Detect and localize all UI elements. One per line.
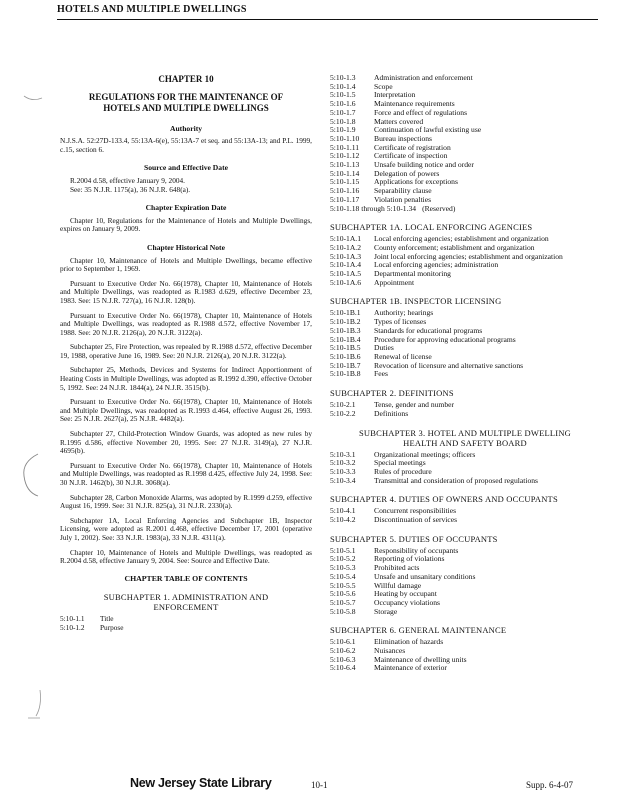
history-paragraph: Subchapter 25, Methods, Devices and Systems for Indirect Apportionment of Heating Costs in Multiple Dwellings, was adopted as R.1992 d.390, effective October 5, 1992. See: 24 N.J.R. 1844(a), 24 N.J.R. 3515(b). [60, 365, 312, 392]
section-number: 5:10-1.10 [330, 133, 360, 143]
section-number: 5:10-1.13 [330, 160, 360, 170]
section-title: Delegation of powers [374, 168, 440, 178]
section-title: Willful damage [374, 580, 422, 590]
section-title: Renewal of license [374, 351, 432, 361]
toc-entry [330, 109, 600, 118]
toc-entry [330, 547, 600, 556]
subchapter-heading: SUBCHAPTER 1B. INSPECTOR LICENSING [330, 296, 502, 307]
section-title: Transmittal and consideration of proposed regulations [374, 475, 539, 485]
subchapter-heading: SUBCHAPTER 1A. LOCAL ENFORCING AGENCIES [330, 222, 533, 233]
toc-list [60, 615, 312, 632]
section-title: County enforcement; establishment and organization [374, 242, 535, 252]
toc-entry [330, 336, 600, 345]
section-number: 5:10-1.4 [330, 81, 356, 91]
section-number: 5:10-3.2 [330, 458, 356, 468]
chapter-title-line: HOTELS AND MULTIPLE DWELLINGS [103, 102, 269, 113]
section-number: 5:10-6.4 [330, 663, 356, 673]
history-paragraph: Subchapter 25, Fire Protection, was repealed by R.1988 d.572, effective December 19, 1988, operative June 16, 1989. See: 20 N.J.R. 2126(a), 20 N.J.R. 3122(a). [60, 342, 313, 360]
toc-entry [330, 261, 600, 270]
toc-entry [330, 126, 600, 135]
chapter-title-line: REGULATIONS FOR THE MAINTENANCE OF [88, 91, 284, 102]
section-number: 5:10-1.17 [330, 194, 360, 204]
toc-entry [330, 410, 600, 419]
section-title: Fees [374, 369, 388, 379]
section-number: 5:10-3.3 [330, 466, 356, 476]
section-number: 5:10-6.2 [330, 646, 356, 656]
toc-entry [330, 664, 600, 673]
section-title: Duties [374, 343, 394, 353]
toc-entry [330, 205, 600, 214]
toc-entry [330, 555, 600, 564]
section-number: 5:10-5.8 [330, 606, 356, 616]
toc-entry [330, 477, 600, 486]
toc-entry [330, 362, 600, 371]
section-title: Administration and enforcement [374, 73, 473, 82]
section-title: Nuisances [374, 646, 406, 656]
section-title: Unsafe and unsanitary conditions [374, 571, 476, 581]
section-number: 5:10-4.2 [330, 515, 356, 525]
toc-entry [330, 187, 600, 196]
section-number: 5:10-1.3 [330, 73, 356, 82]
section-number: 5:10-1.8 [330, 116, 356, 126]
section-number: 5:10-1B.6 [330, 351, 361, 361]
section-number: 5:10-6.1 [330, 637, 356, 647]
toc-entry [330, 608, 600, 617]
section-title: Purpose [100, 622, 124, 632]
toc-entry [330, 170, 600, 179]
section-number: 5:10-1B.5 [330, 343, 361, 353]
toc-entry [330, 516, 600, 525]
toc-entry [330, 279, 600, 288]
section-number: 5:10-2.2 [330, 408, 356, 418]
margin-mark-bottom [24, 688, 46, 722]
toc-entry [330, 309, 600, 318]
section-title: Elimination of hazards [374, 637, 444, 647]
section-title: Departmental monitoring [374, 269, 451, 279]
section-number: 5:10-1B.1 [330, 308, 361, 318]
section-title: Standards for educational programs [374, 325, 483, 335]
section-title: Bureau inspections [374, 133, 432, 143]
section-title: Maintenance of dwelling units [374, 654, 467, 664]
page-number: 10-1 [311, 780, 328, 790]
section-title: Responsibility of occupants [374, 545, 459, 555]
section-number: 5:10-1B.7 [330, 360, 361, 370]
section-title: Prohibited acts [374, 563, 420, 573]
section-title: Rules of procedure [374, 466, 432, 476]
section-title: Organizational meetings; officers [374, 449, 476, 459]
section-number: 5:10-1.11 [330, 142, 360, 152]
margin-mark-top [22, 88, 46, 106]
toc-entry [330, 599, 600, 608]
history-paragraph: Subchapter 27, Child-Protection Window Guards, was adopted as new rules by R.1995 d.586, effective November 20, 1995. See: 27 N.J.R. 3149(a), 27 N.J.R. 4695(b). [60, 429, 312, 456]
section-title: Maintenance of exterior [374, 663, 447, 673]
section-title: Authority; hearings [374, 308, 434, 318]
toc-entry [330, 573, 600, 582]
history-paragraph: Pursuant to Executive Order No. 66(1978), Chapter 10, Maintenance of Hotels and Multiple Dwellings, was readopted as R.1998 d.425, effective July 24, 1998. See: 30 N.J.R. 1462(b), 30 N.J.R. 3068(a). [60, 460, 312, 487]
toc-entry [330, 638, 600, 647]
chapter-number: CHAPTER 10 [158, 74, 214, 84]
section-number: 5:10-1A.4 [330, 260, 362, 270]
section-title: Reporting of violations [374, 554, 445, 564]
section-number: 5:10-1.16 [330, 186, 360, 196]
toc-entry [330, 344, 600, 353]
history-paragraph: Subchapter 28, Carbon Monoxide Alarms, was adopted by R.1999 d.259, effective August 16, 1999. See: 31 N.J.R. 825(a), 31 N.J.R. 2330(a). [60, 492, 312, 511]
section-title: (Reserved) [422, 203, 456, 213]
toc-title: CHAPTER TABLE OF CONTENTS [124, 573, 248, 583]
left-column [60, 75, 312, 633]
history-paragraph: Chapter 10, Maintenance of Hotels and Multiple Dwellings, became effective prior to September 1, 1969. [60, 255, 312, 274]
section-title: Certificate of inspection [374, 151, 448, 161]
toc-entry [330, 74, 600, 83]
section-title: Maintenance requirements [374, 99, 455, 109]
history-paragraph: Chapter 10, Maintenance of Hotels and Multiple Dwellings, was readopted as R.2004 d.58, effective January 9, 2004. See: Source and Effective Date. [60, 547, 312, 566]
subchapter-heading: SUBCHAPTER 5. DUTIES OF OCCUPANTS [330, 533, 498, 544]
section-title: Definitions [374, 408, 409, 418]
section-number: 5:10-3.1 [330, 449, 356, 459]
toc-entry [330, 590, 600, 599]
section-number: 5:10-1B.3 [330, 325, 361, 335]
section-number: 5:10-3.4 [330, 475, 356, 485]
subchapter-heading: SUBCHAPTER 4. DUTIES OF OWNERS AND OCCUPANTS [330, 494, 558, 505]
history-paragraph: Pursuant to Executive Order No. 66(1978), Chapter 10, Maintenance of Hotels and Multiple Dwellings, was readopted as R.1983 d.629, effective December 23, 1983. See: 15 N.J.R. 727(a), 16 N.J.R. 128(b). [60, 278, 312, 305]
section-title: Tense, gender and number [374, 400, 455, 410]
section-number: 5:10-5.4 [330, 571, 356, 581]
section-number: 5:10-1A.1 [330, 234, 362, 244]
toc-entry [330, 656, 600, 665]
running-head: HOTELS AND MULTIPLE DWELLINGS [57, 4, 247, 15]
section-number: 5:10-5.2 [330, 554, 356, 564]
section-title: Local enforcing agencies; establishment and organization [374, 234, 549, 244]
history-heading: Chapter Historical Note [147, 242, 225, 252]
source-line: R.2004 d.58, effective January 9, 2004. [70, 175, 185, 185]
section-number: 5:10-1A.5 [330, 269, 362, 279]
section-title: Concurrent responsibilities [374, 506, 457, 516]
subchapter-heading: SUBCHAPTER 6. GENERAL MAINTENANCE [330, 625, 507, 636]
toc-entry [330, 401, 600, 410]
subchapter-heading: SUBCHAPTER 2. DEFINITIONS [330, 388, 454, 399]
section-title: Occupancy violations [374, 597, 441, 607]
toc-entry [330, 459, 600, 468]
history-paragraph: Subchapter 1A, Local Enforcing Agencies and Subchapter 1B, Inspector Licensing, were adopted as R.2001 d.468, effective December 17, 2001 (operative July 1, 2002). See: 33 N.J.R. 1983(a), 33 N.J.R. 4311(a). [60, 515, 312, 542]
history-notes [60, 257, 312, 566]
section-title: Certificate of registration [374, 142, 451, 152]
section-number: 5:10-1B.2 [330, 317, 361, 327]
header-rule [57, 19, 598, 20]
toc-entry [60, 615, 312, 624]
expiration-text: Chapter 10, Regulations for the Maintenance of Hotels and Multiple Dwellings, expires on January 9, 2009. [60, 215, 312, 234]
section-number: 5:10-4.1 [330, 506, 356, 516]
section-title: Special meetings [374, 458, 426, 468]
source-line: See: 35 N.J.R. 1175(a), 36 N.J.R. 648(a). [70, 184, 191, 194]
section-number: 5:10-1A.2 [330, 242, 362, 252]
section-number: 5:10-1.5 [330, 90, 356, 100]
section-number: 5:10-1.14 [330, 168, 360, 178]
section-title: Unsafe building notice and order [374, 160, 474, 170]
section-number: 5:10-1A.3 [330, 251, 362, 261]
section-number: 5:10-1B.8 [330, 369, 361, 379]
section-number: 5:10-5.5 [330, 580, 356, 590]
toc-entry [330, 91, 600, 100]
section-title: Procedure for approving educational programs [374, 334, 516, 344]
section-title: Local enforcing agencies; administration [374, 260, 499, 270]
toc-entry [330, 135, 600, 144]
section-title: Separability clause [374, 186, 432, 196]
subchapter-heading: SUBCHAPTER 3. HOTEL AND MULTIPLE DWELLING HEALTH AND SAFETY BOARD [358, 427, 572, 448]
section-number: 5:10-1.7 [330, 107, 356, 117]
section-number: 5:10-5.3 [330, 563, 356, 573]
right-column [330, 74, 600, 673]
section-number: 5:10-1B.4 [330, 334, 361, 344]
section-number: 5:10-5.6 [330, 589, 356, 599]
section-number: 5:10-1.9 [330, 125, 356, 135]
toc-entry [60, 624, 312, 633]
section-title: Joint local enforcing agencies; establishment and organization [374, 251, 563, 261]
supplement-date: Supp. 6-4-07 [526, 780, 573, 790]
source-heading: Source and Effective Date [143, 163, 228, 173]
section-title: Appointment [374, 277, 415, 287]
section-number: 5:10-5.1 [330, 545, 356, 555]
section-title: Discontinuation of services [374, 515, 458, 525]
section-title: Title [100, 614, 114, 624]
section-number: 5:10-1.15 [330, 177, 360, 187]
library-stamp: New Jersey State Library [130, 776, 272, 790]
toc-entry [330, 270, 600, 279]
authority-text: N.J.S.A. 52:27D-133.4, 55:13A-6(e), 55:13A-7 et seq. and 55:13A-13; and P.L. 1999, c.15, section 6. [60, 136, 312, 154]
toc-entry [330, 144, 600, 153]
toc-entry [330, 582, 600, 591]
toc-entry [330, 507, 600, 516]
section-title: Force and effect of regulations [374, 107, 468, 117]
section-title: Revocation of licensure and alternative sanctions [374, 360, 524, 370]
toc-entry [330, 83, 600, 92]
history-paragraph: Pursuant to Executive Order No. 66(1978), Chapter 10, Maintenance of Hotels and Multiple Dwellings, was readopted as R.1988 d.572, effective November 17, 1988. See: 20 N.J.R. 2126(a), 20 N.J.R. 3122(a). [60, 310, 312, 337]
section-number: 5:10-5.7 [330, 597, 356, 607]
toc-entry [330, 161, 600, 170]
section-title: Continuation of lawful existing use [374, 125, 482, 135]
section-number: 5:10-1.1 [60, 614, 85, 624]
section-number: 5:10-1.12 [330, 151, 360, 161]
section-number: 5:10-6.3 [330, 654, 356, 664]
authority-heading: Authority [169, 123, 203, 133]
section-title: Heating by occupant [374, 589, 437, 599]
section-number: 5:10-1A.6 [330, 277, 362, 287]
expiration-heading: Chapter Expiration Date [145, 203, 227, 213]
chapter-title [60, 92, 312, 114]
punch-hole-icon [20, 452, 42, 498]
section-title: Scope [374, 81, 393, 91]
history-paragraph: Pursuant to Executive Order No. 66(1978), Chapter 10, Maintenance of Hotels and Multiple Dwellings, was readopted as R.1993 d.464, effective August 26, 1993. See: 25 N.J.R. 2627(a), 25 N.J.R. 4482(a). [60, 397, 312, 424]
section-number: 5:10-1.18 through 5:10-1.34 [330, 203, 417, 213]
subchapter-heading: SUBCHAPTER 1. ADMINISTRATION AND ENFORCEMENT [103, 592, 269, 613]
section-number: 5:10-2.1 [330, 400, 356, 410]
section-title: Types of licenses [374, 317, 427, 327]
toc-entry [330, 178, 600, 187]
section-title: Applications for exceptions [374, 177, 458, 187]
section-title: Matters covered [374, 116, 424, 126]
section-title: Violation penalties [374, 194, 432, 204]
section-title: Storage [374, 606, 398, 616]
toc-entry [330, 370, 600, 379]
section-title: Interpretation [374, 90, 416, 100]
toc-entry [330, 451, 600, 460]
section-number: 5:10-1.2 [60, 622, 85, 632]
section-number: 5:10-1.6 [330, 99, 356, 109]
